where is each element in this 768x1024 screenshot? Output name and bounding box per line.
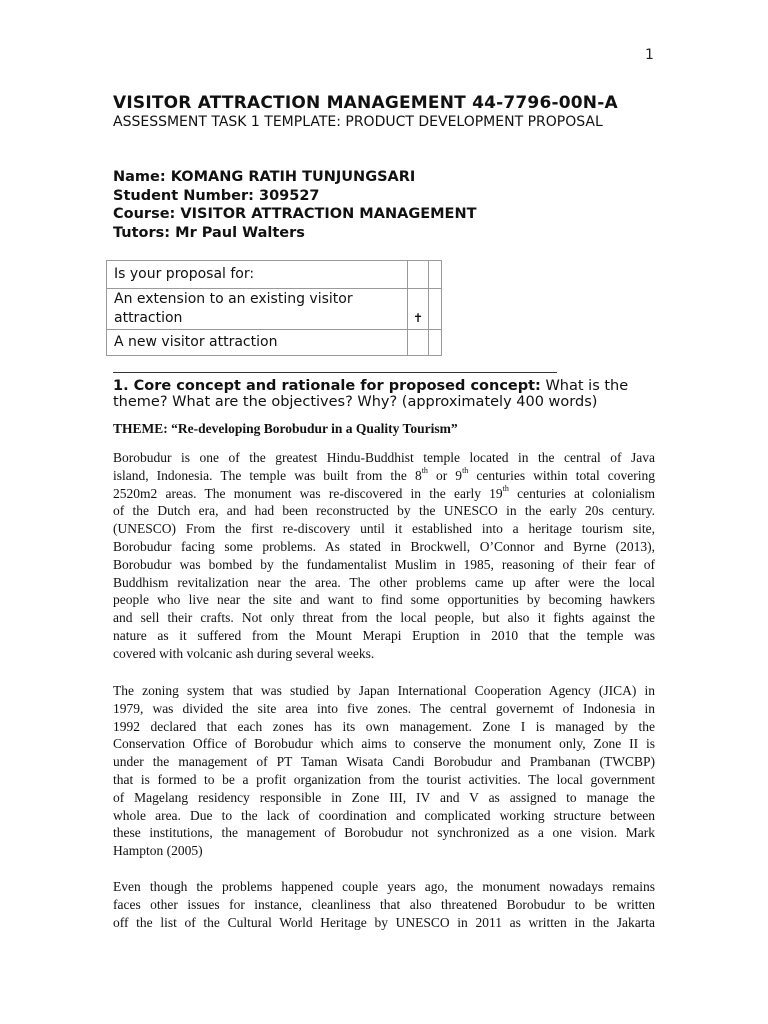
text-line: whole area. Due to the lack of coordination and complicated working structure between — [113, 807, 655, 823]
text-line: of the Dutch era, and had been reconstructed by the UNESCO in the early 20s century. — [113, 503, 655, 519]
text-line: these institutions, the management of Borobudur not synchronized as a one vision. Mark — [113, 825, 655, 841]
text-line: people who live near the site and want to find some opportunities by becoming hawkers — [113, 592, 655, 608]
student-details — [113, 168, 476, 242]
text-line: Buddhism revitalization near the area. The other problems came up after were the local — [113, 574, 655, 590]
text-line: Borobudur is one of the greatest Hindu-Buddhist temple located in the central of Java — [113, 450, 655, 465]
document-subtitle: ASSESSMENT TASK 1 TEMPLATE: PRODUCT DEVELOPMENT PROPOSAL — [113, 114, 603, 130]
paragraph-intro — [113, 449, 655, 663]
text-line: Conservation Office of Borobudur which aims to conserve the monument only, Zone II is — [113, 736, 655, 752]
section-heading-bold: 1. Core concept and rationale for proposed concept: — [113, 378, 541, 394]
blank-cell — [429, 330, 442, 356]
text-line: Borobudur was bombed by the fundamentalist Muslim in 1985, reasoning of their fear of — [113, 556, 655, 572]
text-line: that is formed to be a profit organization from the tourist activities. The local government — [113, 771, 655, 787]
document-title: VISITOR ATTRACTION MANAGEMENT 44-7796-00N-A — [113, 93, 618, 113]
text-line: off the list of the Cultural World Heritage by UNESCO in 2011 as written in the Jakarta — [113, 914, 655, 930]
proposal-type-table — [106, 260, 442, 356]
checkbox-cell — [408, 261, 429, 289]
table-row — [107, 261, 442, 289]
checkbox-cell — [408, 330, 429, 356]
section-heading — [113, 378, 653, 410]
text-line: The zoning system that was studied by Japan International Cooperation Agency (JICA) in — [113, 683, 655, 698]
text-line: island, Indonesia. The temple was built from the 8th or 9th centuries within total covering — [113, 466, 655, 483]
text-line: 2520m2 areas. The monument was re-discovered in the early 19th centuries at colonialism — [113, 484, 655, 501]
text-line: faces other issues for instance, cleanliness that also threatened Borobudur to be written — [113, 896, 655, 912]
option-extension-label: An extension to an existing visitor attraction — [107, 289, 408, 330]
table-row — [107, 289, 442, 330]
text-line: covered with volcanic ash during several weeks. — [113, 645, 375, 661]
student-name: Name: KOMANG RATIH TUNJUNGSARI — [113, 169, 416, 185]
option-new-label: A new visitor attraction — [107, 330, 408, 356]
text-line: (UNESCO) From the first re-discovery until it established into a heritage tourism site, — [113, 521, 655, 537]
text-line: and sell their crafts. Not only threat from the local people, but also it fights against the — [113, 610, 655, 626]
course-name: Course: VISITOR ATTRACTION MANAGEMENT — [113, 206, 477, 222]
section-heading-prompt: What is the theme? What are the objectives? Why? (approximately 400 words) — [113, 378, 629, 410]
blank-cell — [429, 261, 442, 289]
theme-line: THEME: “Re-developing Borobudur in a Quality Tourism” — [113, 421, 458, 436]
text-line: of Magelang residency responsible in Zone III, IV and V as assigned to manage the — [113, 789, 655, 805]
text-line: 1979, was divided the site area into five zones. The central governemt of Indonesia in — [113, 700, 655, 716]
text-line: under the management of PT Taman Wisata Candi Borobudur and Prambanan (TWCBP) — [113, 754, 655, 770]
student-number: Student Number: 309527 — [113, 187, 320, 204]
table-row — [107, 330, 442, 356]
tutor-name: Tutors: Mr Paul Walters — [113, 224, 305, 241]
text-line: Hampton (2005) — [113, 843, 203, 859]
text-line: Borobudur facing some problems. As stated in Brockwell, O’Connor and Byrne (2013), — [113, 538, 655, 554]
paragraph-zoning — [113, 682, 655, 860]
text-line: nature as it suffered from the Mount Merapi Eruption in 2010 that the temple was — [113, 627, 655, 643]
text-line: 1992 declared that each zones has its own management. Zone I is managed by the — [113, 718, 655, 734]
blank-cell — [429, 289, 442, 330]
page-number: 1 — [645, 47, 654, 63]
proposal-question: Is your proposal for: — [107, 261, 408, 289]
section-divider — [113, 372, 557, 373]
paragraph-current-issues — [113, 878, 655, 931]
text-line: Even though the problems happened couple years ago, the monument nowadays remains — [113, 879, 655, 894]
checkbox-cell — [408, 289, 429, 330]
cross-mark-icon: ✝ — [413, 311, 424, 325]
